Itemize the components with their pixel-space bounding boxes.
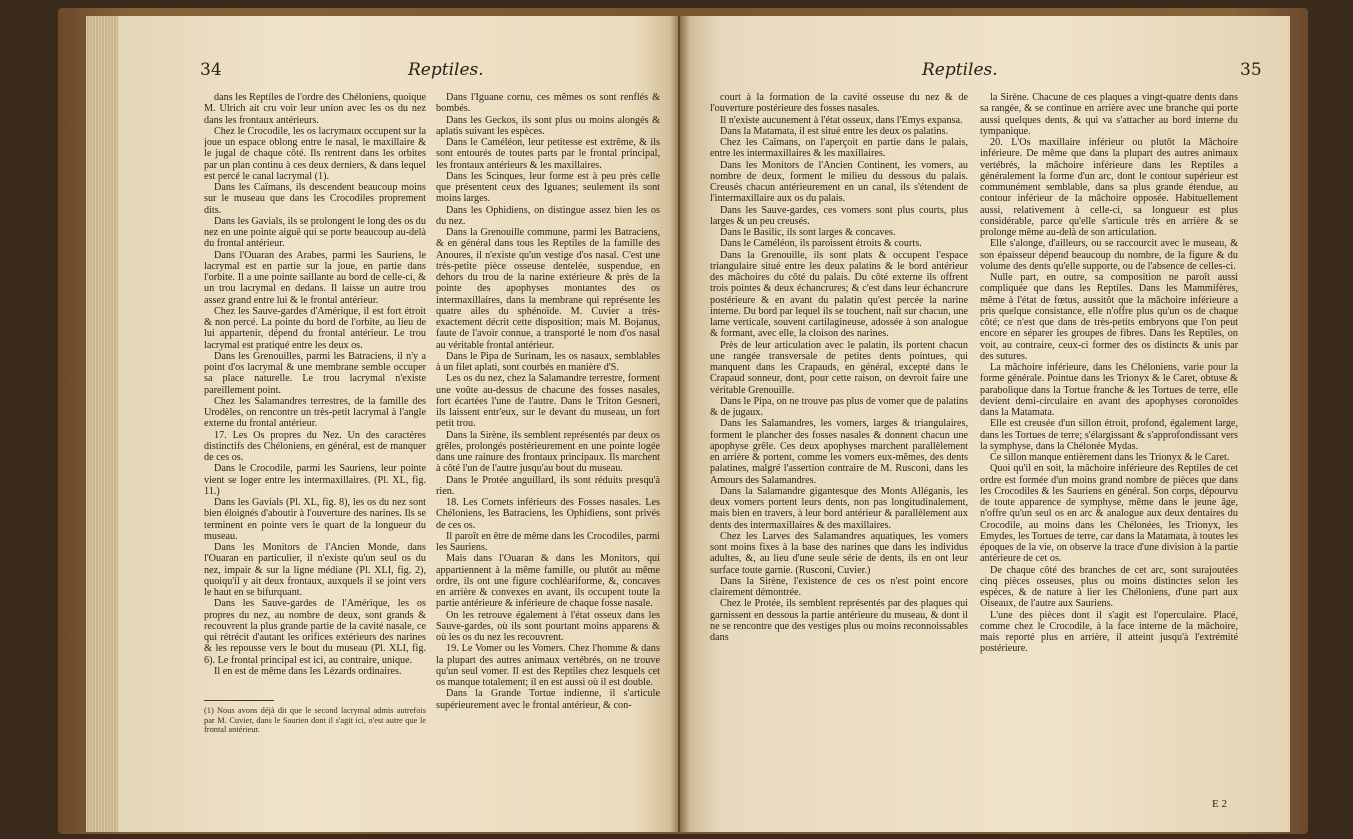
paragraph: Dans le Pipa, on ne trouve pas plus de vomer que de palatins & de jugaux. xyxy=(710,395,968,418)
right-column-2 xyxy=(980,92,1238,794)
paragraph: Mais dans l'Ouaran & dans les Monitors, qui appartiennent à la même famille, ou plutôt au même ordre, ils ont une figure cochléariforme, &, concaves en arrière & convexes en avant, ils occupent toute la partie antérieure & inférieure de chaque fosse nasale. xyxy=(436,553,660,610)
paragraph: Chez les Larves des Salamandres aquatiques, les vomers sont moins fixes à la base des narines que dans les individus adultes, &, au lieu d'une seule série de dents, ils en ont leur surface toute garnie. (Rusconi, Cuvier.) xyxy=(710,530,968,576)
right-page xyxy=(680,16,1290,832)
paragraph: Chez les Caïmans, on l'aperçoit en partie dans le palais, entre les intermaxillaires & les maxillaires. xyxy=(710,137,968,160)
paragraph: Dans la Grenouille commune, parmi les Batraciens, & en général dans tous les Reptiles de la famille des Anoures, il n'existe qu'un vestige d'os nasal. C'est une très-petite pièce osseuse dentelée, suspendue, en dehors du trou de la narine extérieure & près de la pointe des apophyses montantes des os intermaxillaires, dans la membrane qui représente les quatre ailes du sphénoïde. M. Cuvier a très-exactement décrit cette disposition; mais M. Bojanus, faute de l'avoir connue, a transporté le nom d'os nasal au véritable frontal antérieur. xyxy=(436,227,660,351)
paragraph: Chez les Salamandres terrestres, de la famille des Urodèles, on rencontre un très-petit lacrymal à l'angle externe du frontal antérieur. xyxy=(204,395,426,430)
paragraph: Chez le Protée, ils semblent représentés par des plaques qui garnissent en dessous la partie antérieure du museau, & dont il ne se rencontre que des vestiges plus ou moins reconnoissables dans xyxy=(710,598,968,643)
left-column-2 xyxy=(436,92,660,812)
paragraph: Dans les Scinques, leur forme est à peu près celle que présentent ceux des Iguanes; seulement ils sont moins larges. xyxy=(436,170,660,205)
paragraph: Il n'existe aucunement à l'état osseux, dans l'Emys expansa. xyxy=(720,114,963,126)
paragraph: Dans les Ophidiens, on distingue assez bien les os du nez. xyxy=(436,204,660,227)
paragraph: Dans les Sauve-gardes de l'Amérique, les os propres du nez, au nombre de deux, sont grands & recouvrent la plus grande partie de la cavité nasale, ce qui rétrécit d'autant les orifices extérieurs des narines & les repousse vers le bout du museau (Pl. XLI, fig. 6). Le frontal principal est ici, au contraire, unique. xyxy=(204,598,426,666)
paragraph: court à la formation de la cavité osseuse du nez & de l'ouverture postérieure des fosses nasales. xyxy=(710,92,968,115)
paragraph: 19. Le Vomer ou les Vomers. Chez l'homme & dans la plupart des autres animaux vertébrés, on ne trouve qu'un seul vomer. Il est des Reptiles chez lesquels cet os manque totalement; il en est aussi où il est double. xyxy=(436,643,660,688)
paragraph: la Sirène. Chacune de ces plaques a vingt-quatre dents dans sa rangée, & se continue en arrière avec une branche qui porte aussi quelques dents, & qui va s'attacher au bord interne du tympanique. xyxy=(980,92,1238,137)
paragraph: Il paroît en être de même dans les Crocodiles, parmi les Sauriens. xyxy=(436,530,660,553)
paragraph: Dans le Protée anguillard, ils sont réduits presqu'à rien. xyxy=(436,474,660,497)
paragraph: Dans les Monitors de l'Ancien Continent, les vomers, au nombre de deux, forment le milieu du dessous du palais. Creusés chacun antérieurement en un canal, ils s'étendent de l'intermaxillaire aux os du palais. xyxy=(710,159,968,205)
paragraph: Dans le Basilic, ils sont larges & concaves. xyxy=(720,227,896,238)
paragraph: Dans les Sauve-gardes, ces vomers sont plus courts, plus larges & un peu creusés. xyxy=(710,204,968,227)
paragraph: Quoi qu'il en soit, la mâchoire inférieure des Reptiles de cet ordre est formée d'un moins grand nombre de pièces que dans les Crocodiles & les Sauriens en général. Son corps, dépourvu de toute apparence de symphyse, même dans le jeune âge, n'offre qu'un seul os en arc & analogue aux deux dentaires du Crocodile, au moins dans les Chélonées, les Trionyx, les Emydes, les Tortues de terre, car dans la Matamata, à toutes les époques de la vie, on observe la trace d'une division à la partie antérieure de cet os. xyxy=(980,463,1238,565)
paragraph: On les retrouve également à l'état osseux dans les Sauve-gardes, où ils sont pourtant moins apparens & où les os du nez les recouvrent. xyxy=(436,609,660,643)
running-head-right: Reptiles. xyxy=(922,60,998,80)
paragraph: Près de leur articulation avec le palatin, ils portent chacun une rangée transversale de petites dents pointues, qui manquent dans les Crapauds, en général, excepté dans le Crapaud sonneur, dont, pour cette raison, on devroit faire une véritable Grenouille. xyxy=(710,339,968,396)
paragraph: Dans le Caméléon, leur petitesse est extrême, & ils sont entourés de toutes parts par le frontal principal, les frontaux antérieurs & les maxillaires. xyxy=(436,137,660,171)
paragraph: Dans la Grande Tortue indienne, il s'articule supérieurement avec le frontal antérieur, & con- xyxy=(436,688,660,711)
paragraph: Dans le Pipa de Surinam, les os nasaux, semblables à un filet aplati, sont courbés en manière d'S. xyxy=(436,350,660,373)
paragraph: Dans la Grenouille, ils sont plats & occupent l'espace triangulaire situé entre les deux palatins & le bord antérieur des mâchoires du côté du palais. Du côté externe ils offrent trois pointes & deux échancrures; & c'est dans leur échancrure postérieure & en avant du palatin qu'est percée la narine interne. Du bord par lequel ils se touchent, naît sur chacun, une lame verticale, souvent cartilagineuse, adossée à son analogue & formant, avec elle, la cloison des narines. xyxy=(710,249,968,340)
left-page xyxy=(118,16,678,832)
page-number-left: 34 xyxy=(200,60,222,80)
paragraph: Dans le Crocodile, parmi les Sauriens, leur pointe vient se loger entre les intermaxillaires. (Pl. XL, fig. 11.) xyxy=(204,463,426,497)
paragraph: Dans le Caméléon, ils paroissent étroits & courts. xyxy=(720,238,922,250)
paragraph: 17. Les Os propres du Nez. Un des caractères distinctifs des Chéloniens, en général, est de manquer de ces os. xyxy=(204,429,426,463)
paragraph: Dans les Geckos, ils sont plus ou moins alongés & aplatis suivant les espèces. xyxy=(436,114,660,137)
paragraph: dans les Reptiles de l'ordre des Chéloniens, quoique M. Ulrich ait cru voir leur union avec les os du nez dans les frontaux antérieurs. xyxy=(204,92,426,126)
paragraph: Chez le Crocodile, les os lacrymaux occupent sur la joue un espace oblong entre le nasal, le maxillaire & le jugal de chaque côté. Ils rentrent dans les orbites par un plan continu à ces deux derniers, & dans lequel est percé le canal lacrymal (1). xyxy=(204,125,426,182)
paragraph: La mâchoire inférieure, dans les Chéloniens, varie pour la forme générale. Pointue dans les Trionyx & le Caret, obtuse & parabolique dans la Tortue franche & les Tortues de terre, elle devient demi-circulaire en avant des apophyses coronoïdes dans la Matamata. xyxy=(980,362,1238,418)
paragraph: De chaque côté des branches de cet arc, sont surajoutées cinq pièces osseuses, plus ou moins distinctes selon les espèces, & de nature à lier les Chéloniens, d'une part aux Oiseaux, de l'autre aux Sauriens. xyxy=(980,564,1238,610)
paragraph: 18. Les Cornets inférieurs des Fosses nasales. Les Chéloniens, les Batraciens, les Ophidiens, sont privés de ces os. xyxy=(436,497,660,531)
paragraph: Dans la Salamandre gigantesque des Monts Alléganis, les deux vomers portent leurs dents, non pas longitudinalement, mais bien en travers, à leur bord antérieur & parallèlement aux dents des intermaxillaires & des maxillaires. xyxy=(710,485,968,531)
paragraph: Dans les Caïmans, ils descendent beaucoup moins sur le museau que dans les Crocodiles proprement dits. xyxy=(204,182,426,216)
paragraph: Dans les Grenouilles, parmi les Batraciens, il n'y a point d'os lacrymal & une membrane semble occuper sa place naturelle. Le trou lacrymal n'existe pareillement point. xyxy=(204,350,426,396)
running-head-left: Reptiles. xyxy=(408,60,484,80)
paragraph: Elle s'alonge, d'ailleurs, ou se raccourcit avec le museau, & son épaisseur dépend beaucoup du nombre, de la figure & du volume des dents qu'elle supporte, ou de l'absence de celles-ci. xyxy=(980,238,1238,272)
paragraph: Dans l'Ouaran des Arabes, parmi les Sauriens, le lacrymal est en partie sur la joue, en partie dans l'orbite. Il a une pointe saillante au bord de celle-ci, & un trou lacrymal en dedans. Il laisse un autre trou assez grand entre lui & le frontal antérieur. xyxy=(204,249,426,306)
paragraph: Dans la Sirène, l'existence de ces os n'est point encore clairement démontrée. xyxy=(710,575,968,598)
paragraph: Les os du nez, chez la Salamandre terrestre, forment une voûte au-dessus de chacune des fosses nasales, fort écartées l'une de l'autre. Dans le Triton Gesneri, ils laissent entr'eux, sur le devant du museau, un fort petit trou. xyxy=(436,373,660,430)
paragraph: Dans les Monitors de l'Ancien Monde, dans l'Ouaran en particulier, il n'existe qu'un seul os du nez, impair & sur la ligne médiane (Pl. XLI, fig. 2), quoiqu'il y ait deux frontaux, auxquels il se joint vers le haut en se bifurquant. xyxy=(204,542,426,598)
paragraph: Dans les Gavials, ils se prolongent le long des os du nez en une pointe aiguë qui se porte beaucoup au-delà du frontal antérieur. xyxy=(204,215,426,250)
paragraph: Dans les Gavials (Pl. XL, fig. 8), les os du nez sont bien éloignés d'aboutir à l'ouverture des narines. Ils se terminent en pointe vers le quart de la longueur du museau. xyxy=(204,497,426,542)
right-column-1 xyxy=(710,92,968,812)
paragraph: 20. L'Os maxillaire inférieur ou plutôt la Mâchoire inférieure. De même que dans la plupart des autres animaux vertébrés, la mâchoire inférieure dans les Reptiles a généralement la forme d'un arc, dont le contour supérieur est communément semblable, dans sa plus grande étendue, au contour inférieur de la mâchoire opposée. Habituellement aussi, relativement à celle-ci, sa longueur est plus considérable, parce qu'elle s'articule très en arrière & se prolonge même au-delà de son articulation. xyxy=(980,137,1238,238)
paragraph: L'une des pièces dont il s'agit est l'operculaire. Placé, comme chez le Crocodile, à la face interne de la mâchoire, mais reporté plus en arrière, il atteint jusqu'à l'extrémité postérieure. xyxy=(980,609,1238,655)
signature-mark: E 2 xyxy=(1212,798,1227,810)
paragraph: Nulle part, en outre, sa composition ne paroît aussi compliquée que dans les Reptiles. Dans les Mammifères, même à l'état de fœtus, aussitôt que la mâchoire inférieure a pris quelque consistance, elle n'offre plus qu'un os de chaque côté; ce n'est que dans de très-petits embryons que l'on peut encore en séparer les groupes de fibres. Dans les Reptiles, on voit, au contraire, ceux-ci former des os distincts & unis par des sutures. xyxy=(980,272,1238,362)
footnote-rule xyxy=(204,700,274,701)
footnote: (1) Nous avons déjà dit que le second lacrymal admis autrefois par M. Cuvier, dans le Saurien dont il s'agit ici, n'est autre que le frontal antérieur. xyxy=(204,706,426,735)
paragraph: Dans la Sirène, ils semblent représentés par deux os grêles, prolongés postérieurement en une pointe logée dans une rainure des frontaux principaux. Ils marchent à côté l'un de l'autre jusqu'au bout du museau. xyxy=(436,429,660,475)
paragraph: Chez les Sauve-gardes d'Amérique, il est fort étroit & non percé. La pointe du bord de l'orbite, au lieu de lui appartenir, dépend du frontal antérieur. Le trou lacrymal est pratiqué entre les deux os. xyxy=(204,305,426,351)
book-gutter xyxy=(670,16,690,832)
page-number-right: 35 xyxy=(1240,60,1262,80)
paragraph: Il en est de même dans les Lézards ordinaires. xyxy=(214,665,402,677)
paragraph: Ce sillon manque entièrement dans les Trionyx & le Caret. xyxy=(990,452,1230,463)
left-column-1 xyxy=(204,92,426,692)
paragraph: Dans la Matamata, il est situé entre les deux os palatins. xyxy=(720,125,949,137)
paragraph: Dans l'Iguane cornu, ces mêmes os sont renflés & bombés. xyxy=(436,92,660,115)
paragraph: Dans les Salamandres, les vomers, larges & triangulaires, forment le plancher des fosses nasales & donnent chacun une apophyse grêle. Ces deux apophyses marchent parallèlement en arrière & portent, comme les vomers eux-mêmes, des dents palatines, malgré l'assertion contraire de M. Rusconi, dans les Amours des Salamandres. xyxy=(710,418,968,486)
paragraph: Elle est creusée d'un sillon étroit, profond, également large, dans les Tortues de terre; s'élargissant & s'approfondissant vers la symphyse, dans la Chélonée Mydas. xyxy=(980,418,1238,452)
